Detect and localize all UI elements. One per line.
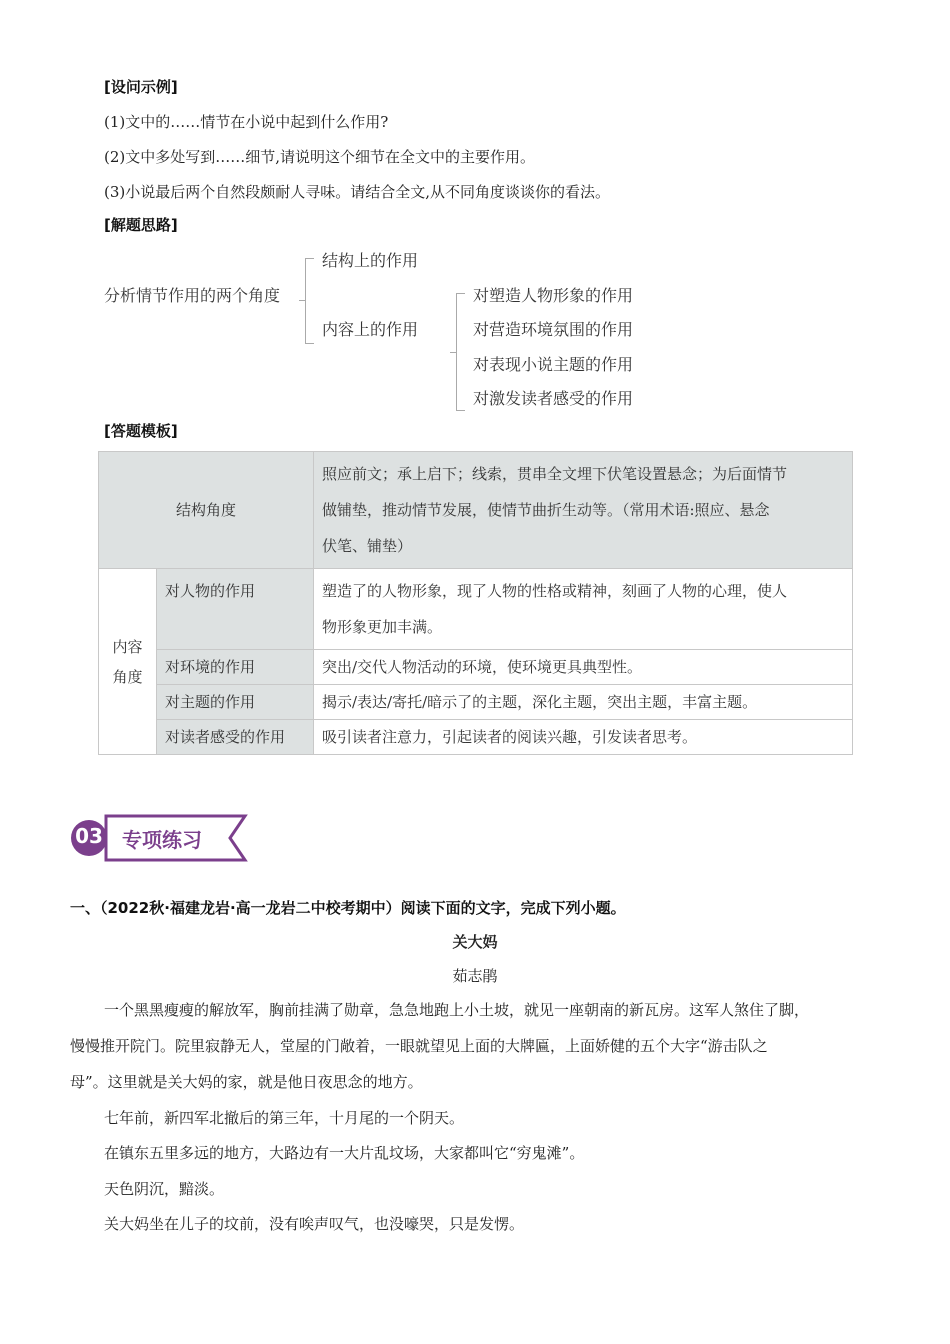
structure-angle-content — [314, 452, 853, 569]
mindmap-content-item-4: 对激发读者感受的作用 — [473, 389, 634, 408]
row-label: 对主题的作用 — [157, 685, 314, 720]
structure-line: 做铺垫，推动情节发展，使情节曲折生动等。（常用术语:照应、悬念 — [322, 501, 770, 519]
row-content: 吸引读者注意力，引起读者的阅读兴趣，引发读者思考。 — [314, 720, 853, 755]
content-angle-label-line: 角度 — [112, 667, 143, 686]
question-item-3: (3)小说最后两个自然段颇耐人寻味。请结合全文,从不同角度谈谈你的看法。 — [104, 183, 611, 201]
content-angle-label-line: 内容 — [112, 637, 143, 656]
row-content — [314, 569, 853, 650]
row-line: 物形象更加丰满。 — [322, 618, 443, 636]
approach-heading: [解题思路] — [104, 216, 178, 234]
article-line: 母”。这里就是关大妈的家，就是他日夜思念的地方。 — [70, 1073, 423, 1091]
article-line: 天色阴沉，黯淡。 — [104, 1180, 225, 1198]
mindmap-content-item-2: 对营造环境氛围的作用 — [473, 320, 634, 339]
article-line: 关大妈坐在儿子的坟前，没有唉声叹气，也没嚎哭，只是发愣。 — [104, 1215, 525, 1233]
mindmap-brace-1-tip — [299, 300, 305, 301]
template-heading: [答题模板] — [104, 422, 178, 440]
mindmap-content-item-3: 对表现小说主题的作用 — [473, 355, 634, 374]
article-line: 慢慢推开院门。院里寂静无人，堂屋的门敞着，一眼就望见上面的大牌匾，上面娇健的五个大字“游击队之 — [70, 1037, 768, 1055]
table-row — [99, 650, 853, 685]
row-label: 对环境的作用 — [157, 650, 314, 685]
practice-question-heading: 一、（2022秋·福建龙岩·高一龙岩二中校考期中）阅读下面的文字，完成下列小题。 — [70, 899, 626, 917]
mindmap-root: 分析情节作用的两个角度 — [104, 286, 281, 305]
row-content: 突出/交代人物活动的环境，使环境更具典型性。 — [314, 650, 853, 685]
mindmap-branch-content: 内容上的作用 — [322, 320, 419, 339]
row-content: 揭示/表达/寄托/暗示了的主题，深化主题，突出主题，丰富主题。 — [314, 685, 853, 720]
section-badge-title: 专项练习 — [122, 828, 202, 852]
row-label: 对读者感受的作用 — [157, 720, 314, 755]
structure-line: 伏笔、铺垫） — [322, 537, 413, 555]
structure-angle-label: 结构角度 — [99, 452, 314, 569]
question-item-2: (2)文中多处写到……细节,请说明这个细节在全文中的主要作用。 — [104, 148, 536, 166]
mindmap-branch-structure: 结构上的作用 — [322, 251, 419, 270]
article-author: 茹志鹃 — [452, 967, 498, 985]
mindmap-brace-2 — [456, 293, 457, 411]
mindmap-brace-2-tip — [450, 352, 456, 353]
row-line: 塑造了的人物形象，现了人物的性格或精神，刻画了人物的心理，使人 — [322, 582, 788, 600]
article-title: 关大妈 — [452, 933, 498, 951]
article-line: 七年前，新四军北撤后的第三年，十月尾的一个阴天。 — [104, 1109, 465, 1127]
article-line: 在镇东五里多远的地方，大路边有一大片乱坟场，大家都叫它“穷鬼滩”。 — [104, 1144, 585, 1162]
article-line: 一个黑黑瘦瘦的解放军，胸前挂满了勋章，急急地跑上小土坡，就见一座朝南的新瓦房。这军人煞住了脚， — [104, 1001, 810, 1019]
structure-line: 照应前文；承上启下；线索，贯串全文埋下伏笔设置悬念；为后面情节 — [322, 465, 788, 483]
questions-heading: [设问示例] — [104, 78, 178, 96]
content-angle-label — [99, 569, 157, 755]
question-item-1: (1)文中的……情节在小说中起到什么作用? — [104, 113, 389, 131]
mindmap-brace-1 — [305, 258, 306, 344]
section-badge — [70, 812, 250, 864]
table-row — [99, 720, 853, 755]
table-row — [99, 569, 853, 650]
table-row — [99, 685, 853, 720]
answer-template-table — [98, 451, 853, 755]
row-label: 对人物的作用 — [157, 569, 314, 650]
mindmap-content-item-1: 对塑造人物形象的作用 — [473, 286, 634, 305]
table-row — [99, 452, 853, 569]
section-badge-number: 03 — [75, 824, 103, 848]
